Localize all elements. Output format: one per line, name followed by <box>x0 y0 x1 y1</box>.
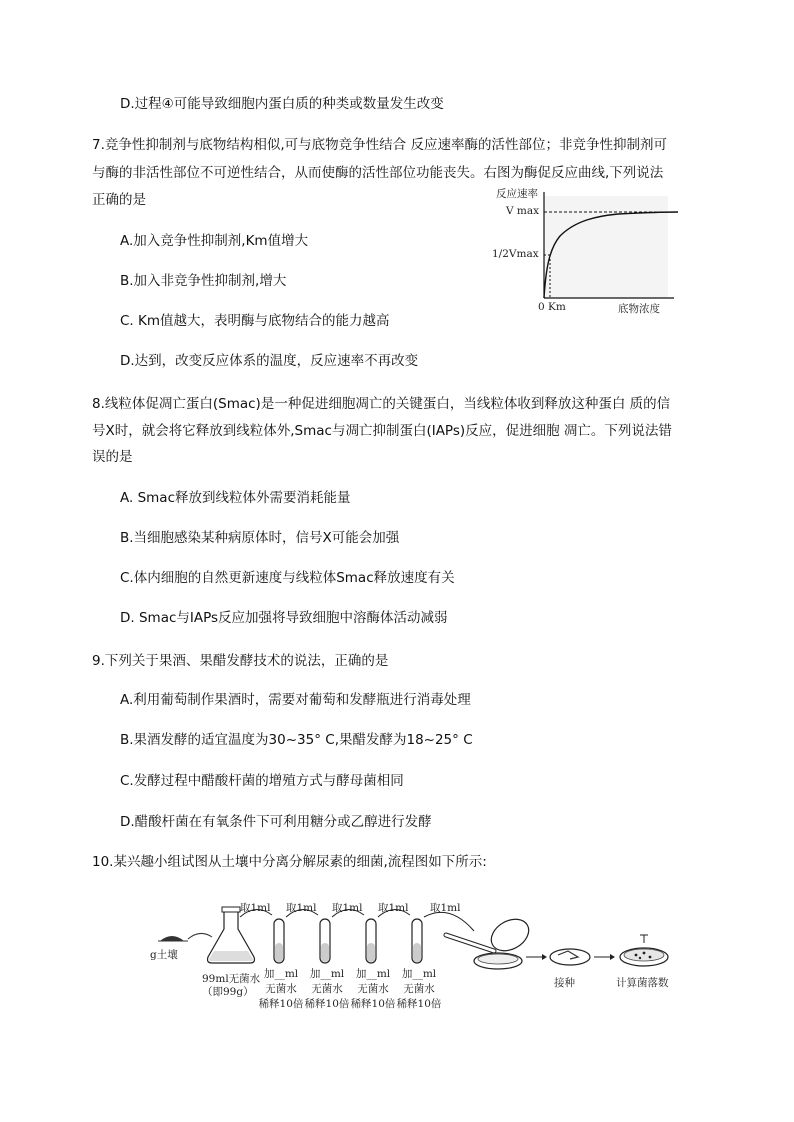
dilution-flow-diagram <box>150 895 710 1010</box>
graph-plot-background <box>544 196 668 298</box>
q9-option-a: A.利用葡萄制作果酒时，需要对葡萄和发酵瓶进行消毒处理 <box>120 692 471 708</box>
transfer-label-3: 取1ml <box>332 902 363 914</box>
q8-stem-line-3: 误的是 <box>92 449 133 465</box>
tube-2-dilute-label: 稀释10倍 <box>304 998 350 1010</box>
graph-origin-km-label: 0 Km <box>538 301 566 313</box>
transfer-arrow-5 <box>424 912 474 931</box>
q8-stem-line-2: 号X时，就会将它释放到线粒体外,Smac与凋亡抑制蛋白(IAPs)反应，促进细胞 凋亡。下列说法错 <box>92 423 672 439</box>
tube-2-add-label: 加__ml <box>309 968 345 980</box>
tube-4-water-label: 无菌水 <box>403 983 435 995</box>
graph-y-label: 反应速率 <box>496 188 538 200</box>
q8-stem-line-1: 8.线粒体促凋亡蛋白(Smac)是一种促进细胞凋亡的关键蛋白，当线粒体收到释放这种蛋白 质的信 <box>92 396 671 412</box>
flask-label-line-2: （即99g） <box>202 986 254 998</box>
tube-3-labels <box>348 966 398 1011</box>
tube-1-water-label: 无菌水 <box>265 983 297 995</box>
q6-option-d: D.过程④可能导致细胞内蛋白质的种类或数量发生改变 <box>120 96 444 112</box>
count-colonies-label: 计算菌落数 <box>616 977 669 989</box>
q8-option-d: D. Smac与IAPs反应加强将导致细胞中溶酶体活动减弱 <box>120 610 448 626</box>
q7-option-d: D.达到，改变反应体系的温度，反应速率不再改变 <box>120 353 419 369</box>
transfer-label-4: 取1ml <box>378 902 409 914</box>
tube-4-add-label: 加__ml <box>401 968 437 980</box>
q7-stem-line-3: 正确的是 <box>92 192 146 208</box>
tube-4-labels <box>394 966 444 1011</box>
q8-option-c: C.体内细胞的自然更新速度与线粒体Smac释放速度有关 <box>120 570 455 586</box>
tube-1-add-label: 加__ml <box>263 968 299 980</box>
flask-label-line-1: 99ml无菌水 <box>202 973 261 985</box>
graph-x-label: 底物浓度 <box>618 303 660 315</box>
q9-option-d: D.醋酸杆菌在有氧条件下可利用糖分或乙醇进行发酵 <box>120 814 432 830</box>
q10-stem: 10.某兴趣小组试图从土壤中分离分解尿素的细菌,流程图如下所示: <box>92 854 487 870</box>
q7-option-a: A.加入竞争性抑制剂,Km值增大 <box>120 233 309 249</box>
q8-option-b: B.当细胞感染某种病原体时，信号X可能会加强 <box>120 530 400 546</box>
tube-3-add-label: 加__ml <box>355 968 391 980</box>
tube-1-dilute-label: 稀释10倍 <box>258 998 304 1010</box>
q9-option-b: B.果酒发酵的适宜温度为30~35° C,果醋发酵为18~25° C <box>120 732 473 748</box>
inoculate-label: 接种 <box>554 977 575 989</box>
tube-2-labels <box>302 966 352 1011</box>
enzyme-rate-graph <box>488 186 688 316</box>
graph-half-vmax-label: 1/2Vmax <box>492 248 539 260</box>
tube-3-dilute-label: 稀释10倍 <box>350 998 396 1010</box>
soil-pile-icon <box>160 936 184 941</box>
tube-2-water-label: 无菌水 <box>311 983 343 995</box>
soil-to-flask-arrow <box>188 933 212 939</box>
q7-stem-line-2: 与酶的非活性部位不可逆性结合，从而使酶的活性部位功能丧失。右图为酶促反应曲线,下列说法 <box>92 165 664 181</box>
q8-option-a: A. Smac释放到线粒体外需要消耗能量 <box>120 490 351 506</box>
transfer-label-2: 取1ml <box>286 902 317 914</box>
q7-option-c: C. Km值越大，表明酶与底物结合的能力越高 <box>120 313 390 329</box>
soil-label: g土壤 <box>150 949 178 961</box>
q9-stem: 9.下列关于果酒、果醋发酵技术的说法，正确的是 <box>92 653 389 669</box>
transfer-label-1: 取1ml <box>240 902 271 914</box>
transfer-label-5: 取1ml <box>430 902 461 914</box>
q9-option-c: C.发酵过程中醋酸杆菌的增殖方式与酵母菌相同 <box>120 773 404 789</box>
tube-1-labels <box>256 966 306 1011</box>
tube-3-water-label: 无菌水 <box>357 983 389 995</box>
q7-option-b: B.加入非竞争性抑制剂,增大 <box>120 273 287 289</box>
inoculation-dish-icon <box>550 949 590 965</box>
graph-vmax-label: V max <box>506 205 540 217</box>
q7-stem-line-1: 7.竞争性抑制剂与底物结构相似,可与底物竞争性结合 反应速率酶的活性部位；非竞争性抑制剂可 <box>92 137 667 153</box>
tube-4-dilute-label: 稀释10倍 <box>396 998 442 1010</box>
